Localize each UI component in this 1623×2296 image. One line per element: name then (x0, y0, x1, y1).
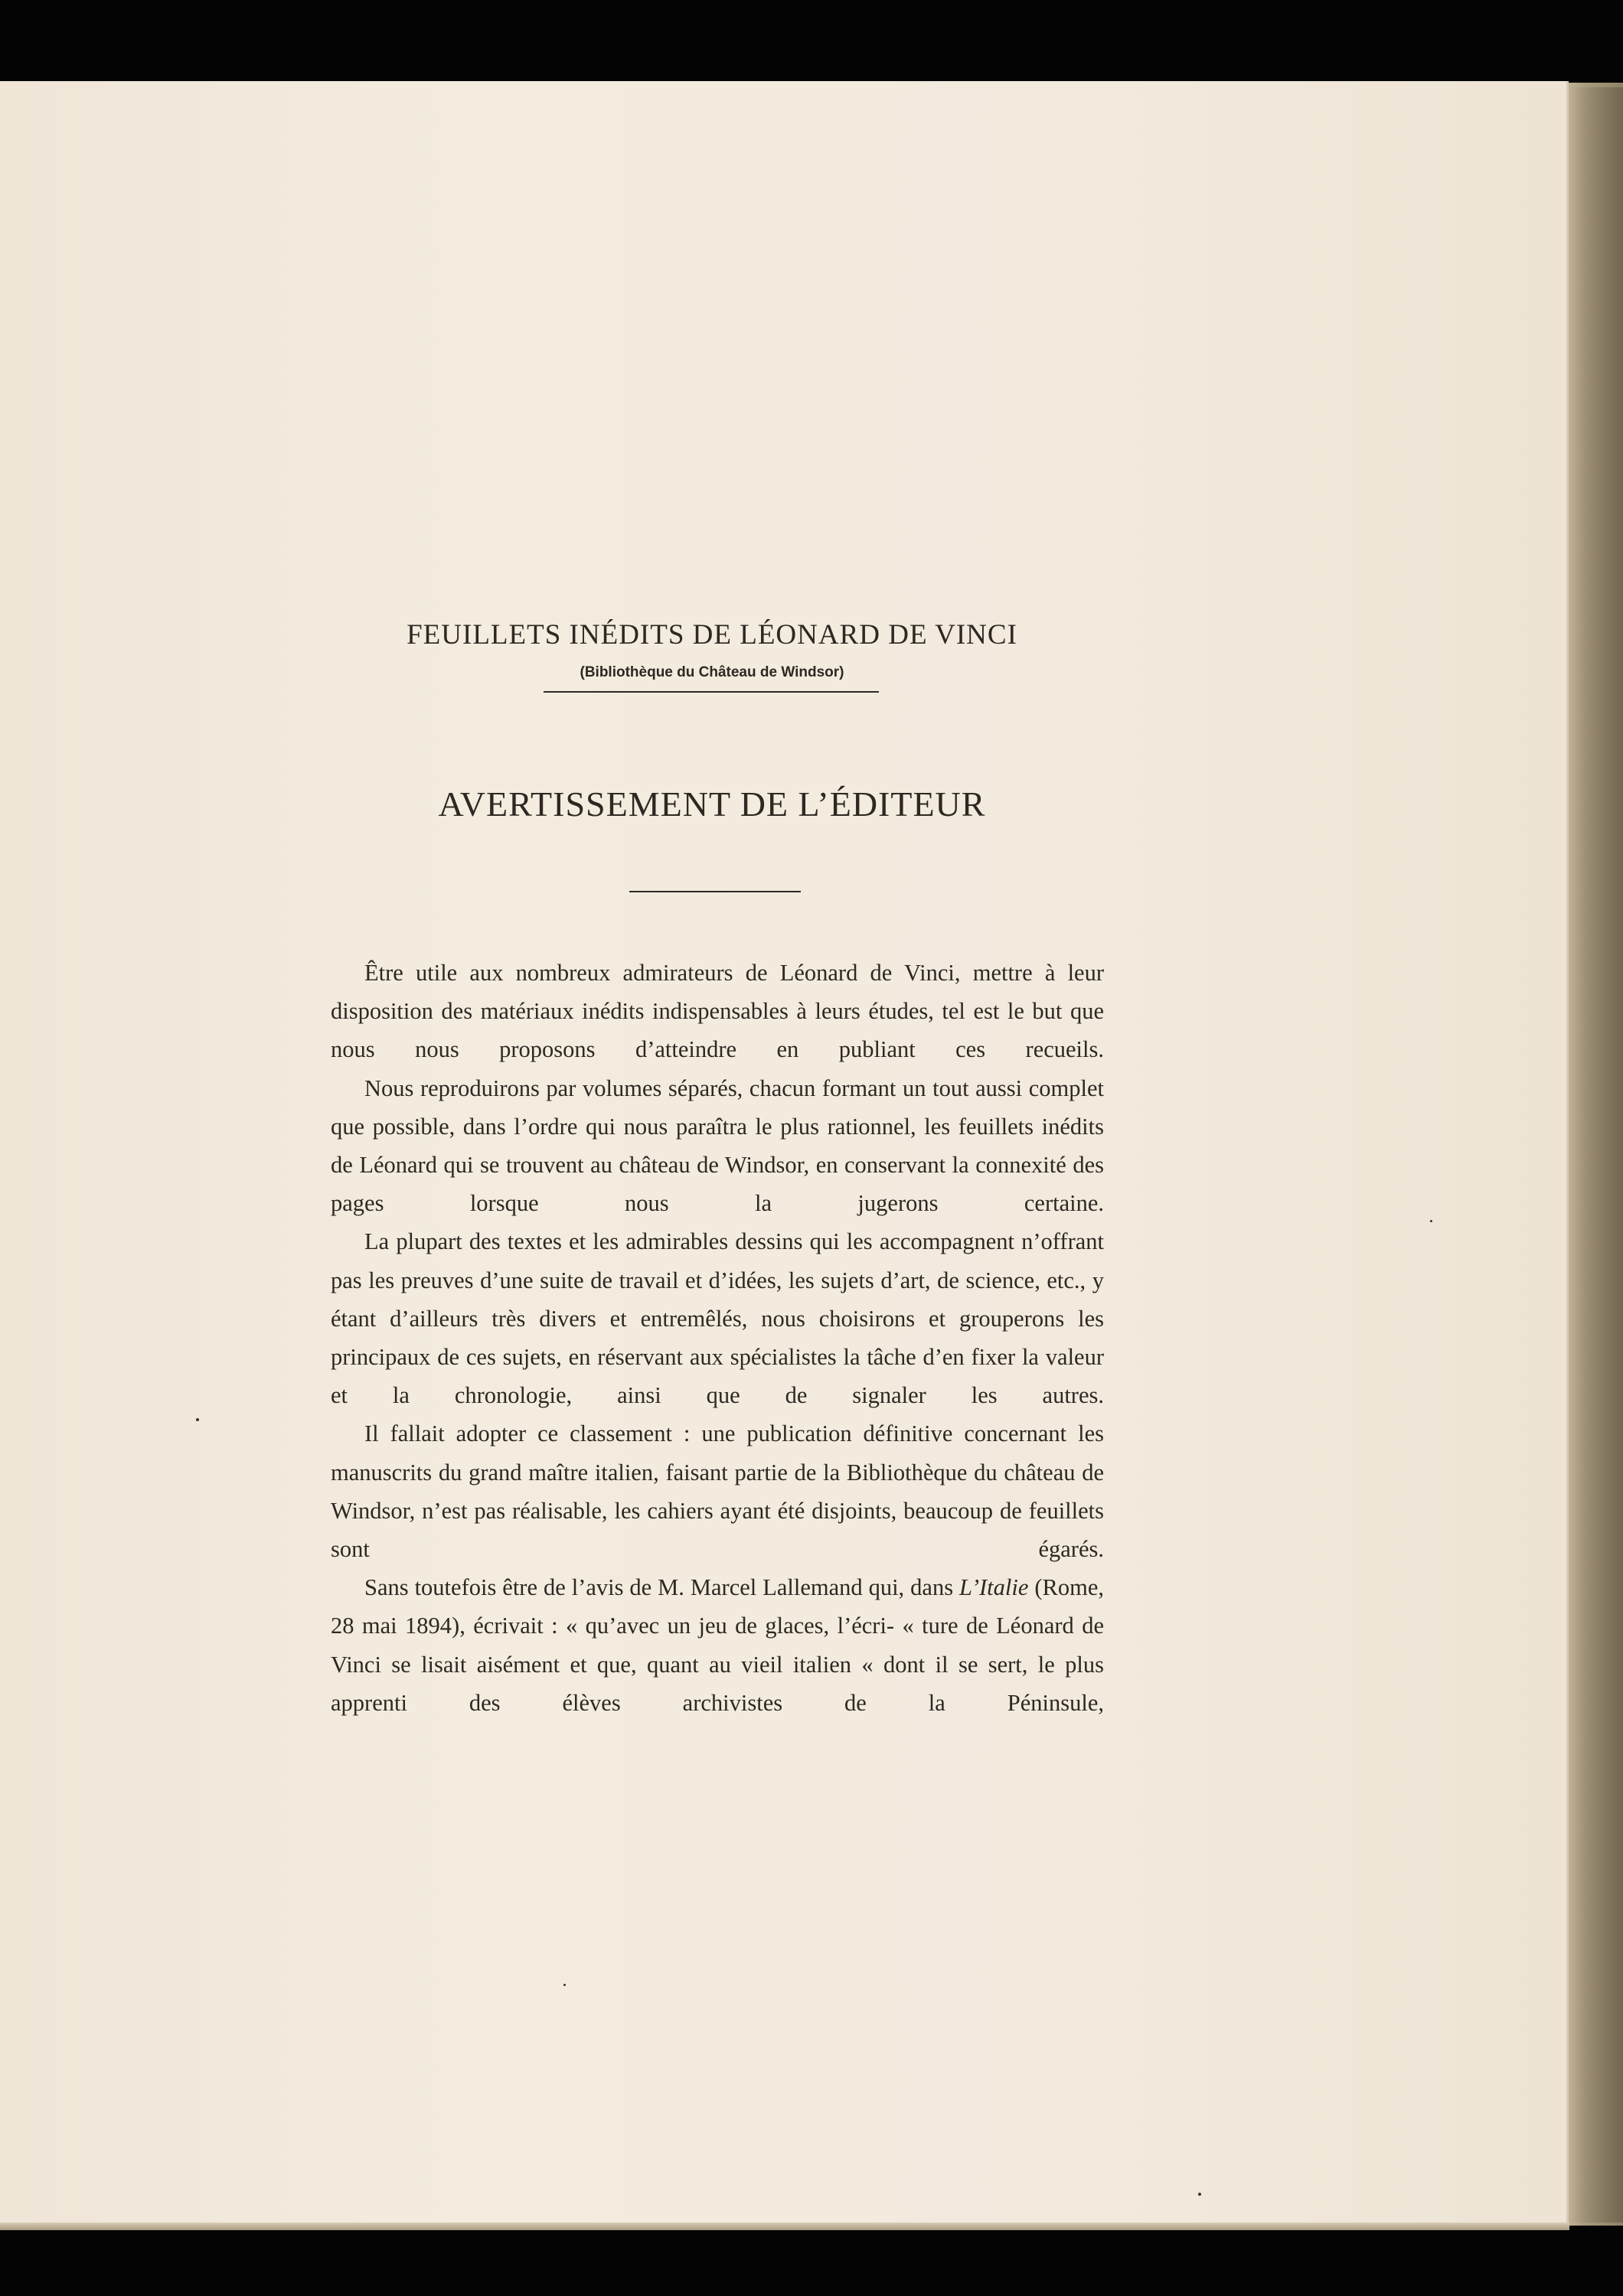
running-title: FEUILLETS INÉDITS DE LÉONARD DE VINCI (407, 619, 1017, 651)
paragraph-2: Nous reproduirons par volumes séparés, chacun formant un tout aussi complet que possible, dans l’ordre qui nous paraîtra le plus rationnel, les feuillets inédits de Léonard qui se trouvent au château de Windsor, en conservant la connexité des pages lorsque nous la jugerons certaine. (331, 1075, 1104, 1217)
cover-shadow (1571, 87, 1623, 2223)
paragraph-1: Être utile aux nombreux admirateurs de Léonard de Vinci, mettre à leur disposition des matériaux inédits indispensables à leurs études, tel est le but que nous nous proposons d’atteindre en publiant ces recueils. (331, 960, 1104, 1063)
paragraph-3: La plupart des textes et les admirables dessins qui les accompagnent n’offrant pas les preuves d’une suite de travail et d’idées, les sujets d’art, de science, etc., y étant d’ailleurs très divers et entremêlés, nous choisirons et grouperons les principaux de ces sujets, en réservant aux spécialistes la tâche d’en fixer la valeur et la chronologie, ainsi que de signaler les autres. (331, 1228, 1104, 1409)
paper-speck (1198, 2193, 1201, 2196)
journal-title: L’Italie (959, 1574, 1029, 1601)
paragraph-5-start: Sans toutefois être de l’avis de M. Marcel Lallemand qui, dans (364, 1574, 960, 1601)
paragraph-5-rest: (Rome, 28 mai 1894), écrivait : « qu’avec un jeu de glaces, l’écri- « ture de Léonard de Vinci se lisait aisément et que, quant au vieil italien « dont il se sert, le plus apprenti des élèves archivistes de la Péninsule, (331, 1574, 1104, 1716)
page-bottom-edge (0, 2223, 1569, 2230)
subtitle-rule (544, 691, 879, 693)
paragraph-4: Il fallait adopter ce classement : une publication définitive concernant les manuscrits du grand maître italien, faisant partie de la Bibliothèque du château de Windsor, n’est pas réalisable, les cahiers ayant été disjoints, beaucoup de feuillets sont égarés. (331, 1420, 1104, 1563)
body-text (331, 954, 1104, 1722)
title-rule (629, 891, 801, 892)
running-subtitle: (Bibliothèque du Château de Windsor) (580, 664, 844, 680)
paper-speck (196, 1418, 199, 1421)
paper-speck (563, 1984, 566, 1986)
paper-speck (1430, 1220, 1432, 1222)
paragraph-5 (331, 1568, 1104, 1722)
page-title: AVERTISSEMENT DE L’ÉDITEUR (438, 784, 986, 823)
